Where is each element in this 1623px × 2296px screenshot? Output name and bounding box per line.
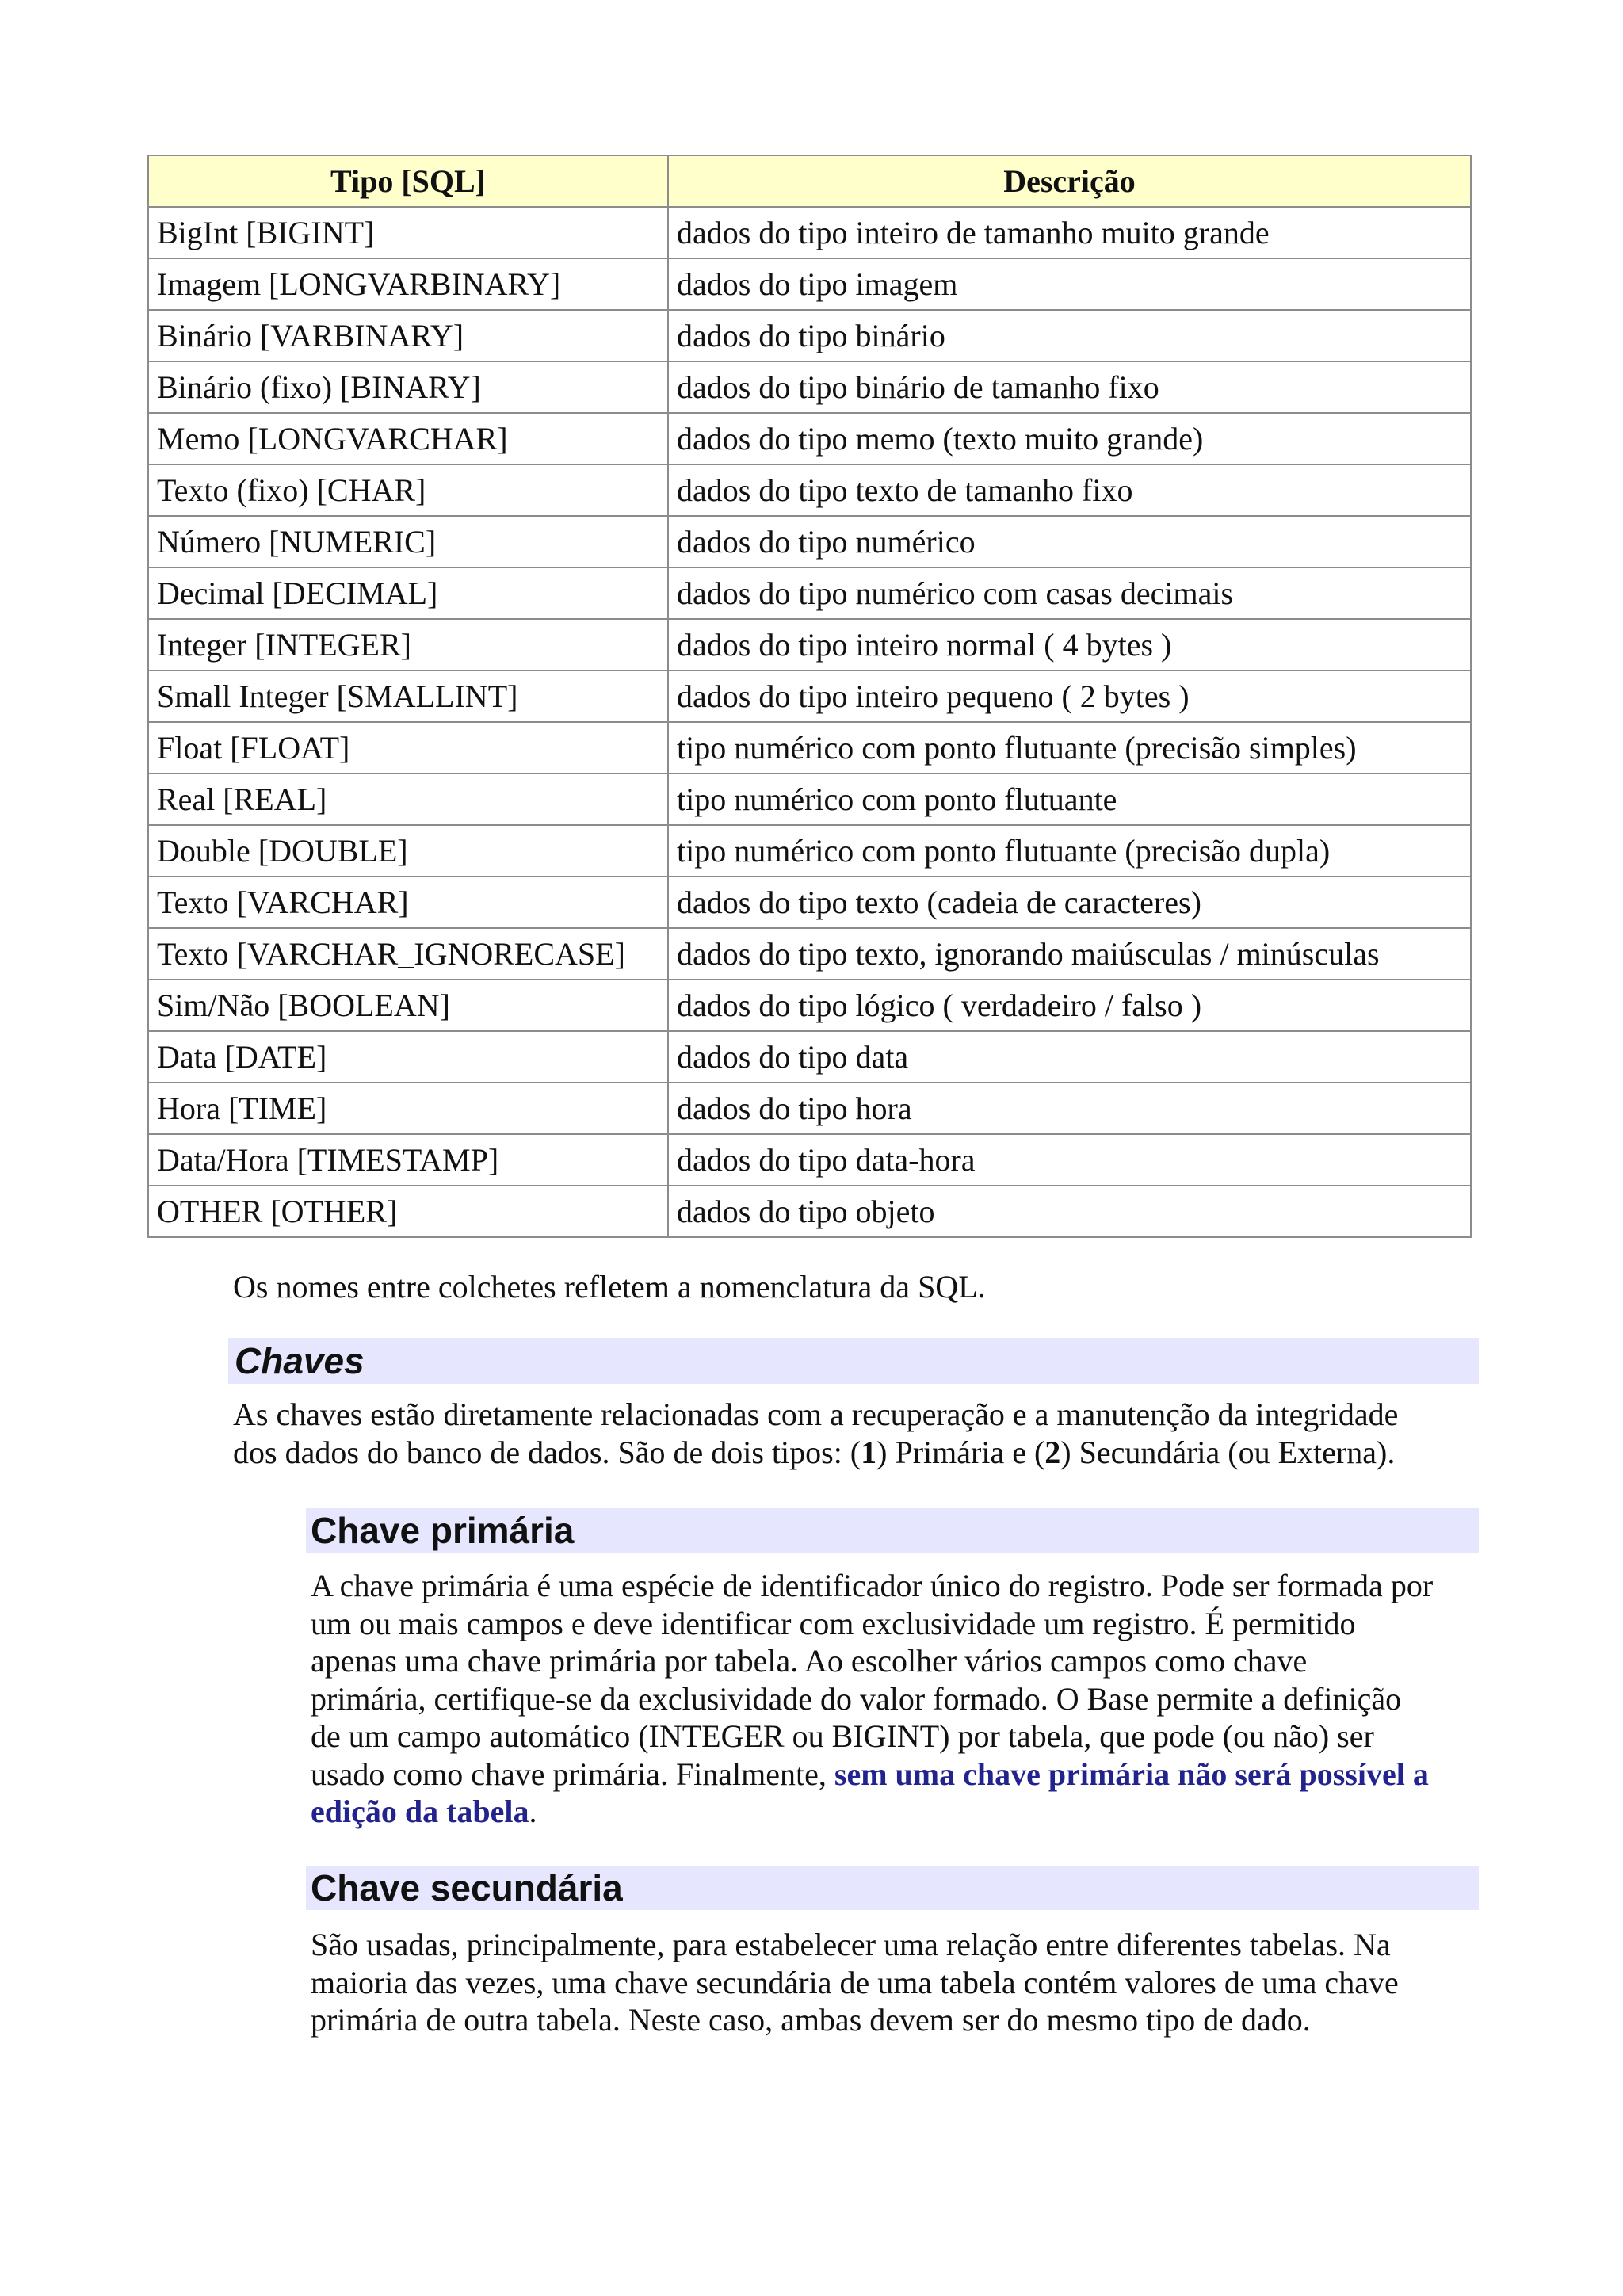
table-row (148, 464, 1471, 516)
column-header-descricao: Descrição (668, 155, 1471, 207)
heading-chave-primaria: Chave primária (306, 1508, 1479, 1553)
paragraph-line: maioria das vezes, uma chave secundária de uma tabela contém valores de uma chave (311, 1964, 1399, 2000)
cell-descricao: dados do tipo inteiro de tamanho muito grande (668, 207, 1471, 258)
cell-tipo: Double [DOUBLE] (148, 825, 668, 877)
cell-tipo: Imagem [LONGVARBINARY] (148, 258, 668, 310)
cell-tipo: Texto [VARCHAR_IGNORECASE] (148, 928, 668, 980)
cell-tipo: Data/Hora [TIMESTAMP] (148, 1134, 668, 1186)
table-row (148, 980, 1471, 1031)
sql-types-table (147, 155, 1472, 1238)
table-row (148, 361, 1471, 413)
cell-descricao: dados do tipo hora (668, 1083, 1471, 1134)
table-row (148, 825, 1471, 877)
table-row (148, 1031, 1471, 1083)
cell-tipo: Data [DATE] (148, 1031, 668, 1083)
bold-number: 2 (1044, 1434, 1061, 1470)
cell-tipo: Float [FLOAT] (148, 722, 668, 774)
heading-chave-secundaria: Chave secundária (306, 1866, 1479, 1910)
table-row (148, 722, 1471, 774)
heading-chaves: Chaves (228, 1338, 1479, 1384)
cell-tipo: Small Integer [SMALLINT] (148, 670, 668, 722)
cell-descricao: dados do tipo inteiro pequeno ( 2 bytes ) (668, 670, 1471, 722)
cell-descricao: dados do tipo texto (cadeia de caracteres) (668, 877, 1471, 928)
cell-tipo: Binário [VARBINARY] (148, 310, 668, 361)
highlighted-text: edição da tabela (311, 1794, 529, 1829)
table-row (148, 258, 1471, 310)
cell-tipo: BigInt [BIGINT] (148, 207, 668, 258)
table-row (148, 877, 1471, 928)
text-span: ) Secundária (ou Externa). (1060, 1434, 1396, 1470)
cell-descricao: tipo numérico com ponto flutuante (precisão dupla) (668, 825, 1471, 877)
table-row (148, 1134, 1471, 1186)
cell-descricao: dados do tipo data (668, 1031, 1471, 1083)
chaves-intro-line: As chaves estão diretamente relacionadas com a recuperação e a manutenção da integridade (233, 1396, 1399, 1432)
chave-secundaria-paragraph (311, 1926, 1399, 2039)
cell-tipo: Texto (fixo) [CHAR] (148, 464, 668, 516)
cell-descricao: dados do tipo texto, ignorando maiúsculas / minúsculas (668, 928, 1471, 980)
highlighted-text: sem uma chave primária não será possível a (834, 1755, 1429, 1792)
table-row (148, 516, 1471, 567)
cell-descricao: dados do tipo binário (668, 310, 1471, 361)
chaves-intro-line (233, 1434, 1398, 1472)
table-row (148, 670, 1471, 722)
table-row (148, 619, 1471, 670)
cell-descricao: tipo numérico com ponto flutuante (668, 774, 1471, 825)
cell-tipo: Texto [VARCHAR] (148, 877, 668, 928)
cell-tipo: Número [NUMERIC] (148, 516, 668, 567)
cell-descricao: dados do tipo memo (texto muito grande) (668, 413, 1471, 464)
table-row (148, 928, 1471, 980)
cell-descricao: dados do tipo objeto (668, 1186, 1471, 1237)
text-span: dos dados do banco de dados. São de dois tipos: ( (233, 1434, 861, 1470)
cell-descricao: dados do tipo texto de tamanho fixo (668, 464, 1471, 516)
paragraph-line: um ou mais campos e deve identificar com exclusividade um registro. É permitido (311, 1605, 1356, 1641)
chaves-intro-paragraph (233, 1396, 1398, 1471)
table-row (148, 413, 1471, 464)
paragraph-line: São usadas, principalmente, para estabelecer uma relação entre diferentes tabelas. Na (311, 1927, 1391, 1962)
cell-descricao: dados do tipo imagem (668, 258, 1471, 310)
cell-descricao: dados do tipo inteiro normal ( 4 bytes ) (668, 619, 1471, 670)
cell-descricao: dados do tipo binário de tamanho fixo (668, 361, 1471, 413)
cell-descricao: dados do tipo lógico ( verdadeiro / falso ) (668, 980, 1471, 1031)
cell-descricao: dados do tipo numérico com casas decimais (668, 567, 1471, 619)
table-row (148, 1083, 1471, 1134)
table-row (148, 310, 1471, 361)
paragraph-line: primária de outra tabela. Neste caso, ambas devem ser do mesmo tipo de dado. (311, 2002, 1311, 2038)
paragraph-line: primária, certifique-se da exclusividade do valor formado. O Base permite a definição (311, 1680, 1402, 1717)
cell-tipo: Real [REAL] (148, 774, 668, 825)
paragraph-line: de um campo automático (INTEGER ou BIGINT) por tabela, que pode (ou não) ser (311, 1718, 1374, 1754)
paragraph-line: apenas uma chave primária por tabela. Ao escolher vários campos como chave (311, 1643, 1308, 1679)
table-row (148, 774, 1471, 825)
cell-tipo: Sim/Não [BOOLEAN] (148, 980, 668, 1031)
chave-primaria-paragraph (311, 1567, 1433, 1831)
cell-tipo: Hora [TIME] (148, 1083, 668, 1134)
sql-types-table-body (148, 207, 1471, 1237)
cell-tipo: Binário (fixo) [BINARY] (148, 361, 668, 413)
paragraph-line (311, 1755, 1433, 1794)
table-row (148, 1186, 1471, 1237)
cell-tipo: Integer [INTEGER] (148, 619, 668, 670)
cell-descricao: dados do tipo data-hora (668, 1134, 1471, 1186)
text-span: . (529, 1794, 537, 1829)
table-row (148, 567, 1471, 619)
table-row (148, 207, 1471, 258)
bold-number: 1 (861, 1434, 877, 1470)
cell-descricao: dados do tipo numérico (668, 516, 1471, 567)
cell-descricao: tipo numérico com ponto flutuante (precisão simples) (668, 722, 1471, 774)
paragraph-line (311, 1793, 1433, 1831)
table-note: Os nomes entre colchetes refletem a nomenclatura da SQL. (233, 1269, 986, 1305)
cell-tipo: Decimal [DECIMAL] (148, 567, 668, 619)
table-header-row (148, 155, 1471, 207)
paragraph-line: A chave primária é uma espécie de identificador único do registro. Pode ser formada por (311, 1568, 1434, 1603)
column-header-tipo: Tipo [SQL] (148, 155, 668, 207)
cell-tipo: Memo [LONGVARCHAR] (148, 413, 668, 464)
text-span: ) Primária e ( (876, 1434, 1045, 1470)
text-span: usado como chave primária. Finalmente, (311, 1755, 834, 1792)
cell-tipo: OTHER [OTHER] (148, 1186, 668, 1237)
